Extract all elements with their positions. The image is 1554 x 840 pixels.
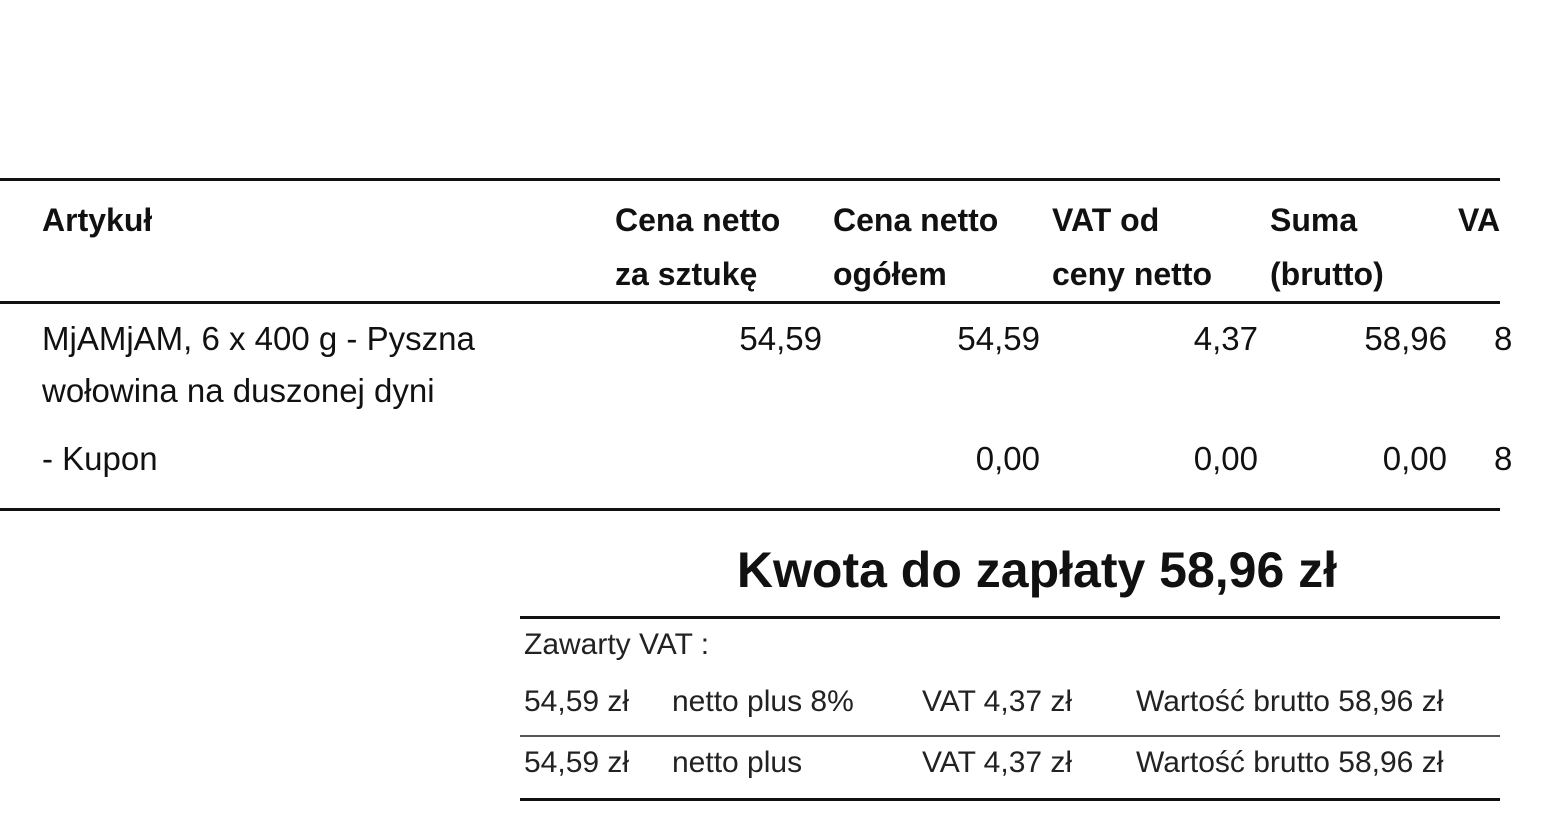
vat-summary-heading: Zawarty VAT : xyxy=(524,628,710,661)
header-cena-netto-za-sztuke xyxy=(615,193,780,301)
vat-summary-table xyxy=(520,616,1500,801)
vat-line-1-desc: netto plus 8% xyxy=(672,685,854,718)
row-1-cut-value: 8 xyxy=(1494,320,1513,357)
header-vat-line1: VAT od xyxy=(1052,202,1160,238)
vat-line-2-desc: netto plus xyxy=(672,746,803,779)
header-cena-netto-za-sztuke-line2: za sztukę xyxy=(615,256,758,292)
row-1-name-line1: MjAMjAM, 6 x 400 g - Pyszna xyxy=(42,320,475,357)
amount-due-title: Kwota do zapłaty 58,96 zł xyxy=(736,542,1338,598)
row-2-vat: 0,00 xyxy=(1193,440,1258,477)
header-cena-netto-ogolem-line2: ogółem xyxy=(833,256,947,292)
header-vat-line2: ceny netto xyxy=(1052,256,1213,292)
vat-line-2-net: 54,59 zł xyxy=(524,746,630,779)
row-2-cut-value: 8 xyxy=(1494,440,1513,477)
row-1-unit-net: 54,59 xyxy=(739,320,822,357)
row-1-vat: 4,37 xyxy=(1193,320,1258,357)
header-cut-column: VA xyxy=(1458,202,1501,238)
row-2-gross: 0,00 xyxy=(1382,440,1447,477)
invoice-items-table xyxy=(0,178,1513,511)
row-1-total-net: 54,59 xyxy=(957,320,1040,357)
row-1-gross: 58,96 xyxy=(1364,320,1447,357)
vat-line-1-vat: VAT 4,37 zł xyxy=(922,685,1073,718)
vat-line-1-net: 54,59 zł xyxy=(524,685,630,718)
table-row-1-name xyxy=(42,313,475,417)
header-suma-line2: (brutto) xyxy=(1270,256,1384,292)
row-2-total-net: 0,00 xyxy=(975,440,1040,477)
row-1-name-line2: wołowina na duszonej dyni xyxy=(42,372,435,409)
vat-line-1-gross: Wartość brutto 58,96 zł xyxy=(1136,685,1444,718)
table-row-2-name: - Kupon xyxy=(42,440,158,477)
vat-line-2-vat: VAT 4,37 zł xyxy=(922,746,1073,779)
header-artykul: Artykuł xyxy=(42,202,153,238)
header-cena-netto-za-sztuke-line1: Cena netto xyxy=(615,202,781,238)
table-header-row xyxy=(0,181,1500,304)
vat-summary-divider xyxy=(520,735,1500,737)
header-cena-netto-ogolem xyxy=(833,193,998,301)
header-vat-od-ceny-netto xyxy=(1052,193,1212,301)
header-suma-line1: Suma xyxy=(1270,202,1358,238)
header-suma-brutto xyxy=(1270,193,1384,301)
vat-line-2-gross: Wartość brutto 58,96 zł xyxy=(1136,746,1444,779)
header-cena-netto-ogolem-line1: Cena netto xyxy=(833,202,999,238)
